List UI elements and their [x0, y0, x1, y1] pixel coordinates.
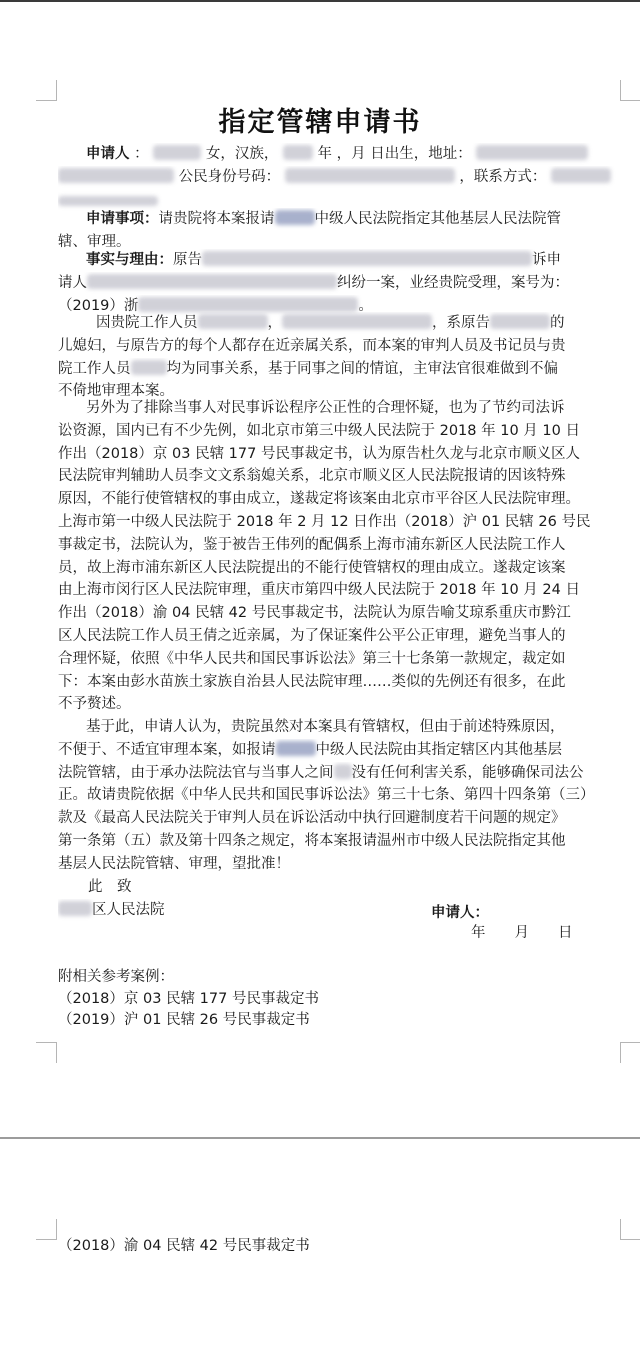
signature-label: 申请人： — [431, 905, 489, 921]
closing-ci: 此 致 — [88, 879, 132, 895]
attachment-item: （2018）京 03 民辖 177 号民事裁定书 — [58, 991, 319, 1007]
redacted-plaintiff-name — [490, 314, 550, 329]
redacted-year — [283, 145, 313, 160]
document-page-1[interactable] — [0, 2, 640, 1137]
redacted-staff — [198, 314, 268, 329]
attachments-label: 附相关参考案例： — [58, 969, 174, 985]
applicant-label: 申请人 — [86, 146, 130, 162]
margin-mark-bottom-right — [620, 1042, 640, 1063]
redacted-case-cause — [87, 274, 337, 289]
redacted-plaintiff — [202, 251, 532, 266]
margin-mark-top-left — [36, 80, 57, 101]
relation-paragraph: 因贵院工作人员 ， ，系原告 的 儿媳妇，与原告方的每个人都存在近亲属关系，而本案的审判人员及书记员与贵 院工作人员 均为同事关系，基于同事之间的情谊，主审法官很难做到不偏 不倚地审理本案。 — [58, 315, 566, 400]
redacted-court-2 — [276, 741, 316, 756]
margin-mark-top-right — [620, 80, 640, 101]
applicant-section: 申请人 ： 女，汉族， 年 ，月 日出生，地址： 公民身份号码： ，联系方式： — [58, 143, 628, 211]
redacted-name — [153, 145, 201, 160]
redacted-fragment — [58, 196, 158, 206]
margin-mark-top-right — [620, 1219, 640, 1240]
redacted-id-number — [285, 168, 455, 183]
precedent-paragraph: 另外为了排除当事人对民事诉讼程序公正性的合理怀疑，也为了节约司法诉 讼资源，国内已有不少先例，如北京市第三中级人民法院于 2018 年 10 月 10 日 作出（2018）京 03 民辖 177 号民事裁定书，认为原告杜久龙与北京市顺义区人 民法院审判辅助人员李文文系翁媳关系，北京市顺义区人民法院报请的因该特殊 原因，不能行使管辖权的事由成立，遂裁定将该案由北京市平谷区人民法院审理。 上海市第一中级人民法院于 2018 年 2 月 12 日作出（2018）沪 01 民辖 26 号民 事裁定书，法院认为，鉴于被告王伟列的配偶系上海市浦东新区人民法院工作人 员，故上海市浦东新区人民法院提出的不能行使管辖权的理由成立。遂裁定该案 由上海市闵行区人民法院审理，重庆市第四中级人民法院于 2018 年 10 月 24 日 作出（2018）渝 04 民辖 42 号民事裁定书，法院认为原告喻艾琼系重庆市黔江 区人民法院工作人员王倩之近亲属，为了保证案件公平公正审理，避免当事人的 合理怀疑，依照《中华人民共和国民事诉讼法》第三十七条第一款规定，裁定如 下：本案由彭水苗族土家族自治县人民法院审理……类似的先例还有很多，在此 不予赘述。 — [58, 400, 591, 713]
redacted-district — [58, 901, 92, 916]
request-label: 申请事项 — [86, 211, 144, 227]
facts-section: 事实与理由：原告 诉申 请人 纠纷一案，业经贵院受理，案号为： （2019）浙 。 — [58, 252, 569, 314]
facts-label: 事实与理由： — [86, 252, 173, 268]
redacted-phone — [551, 168, 611, 183]
signature-date: 年 月 日 — [471, 925, 573, 941]
redacted-address — [476, 145, 588, 160]
redacted-staff-short — [131, 360, 167, 375]
margin-mark-bottom-left — [36, 1042, 57, 1063]
redacted-court — [275, 210, 315, 225]
closing-section — [58, 876, 628, 922]
attachment-item: （2018）渝 04 民辖 42 号民事裁定书 — [58, 1238, 310, 1254]
closing-court: 区人民法院 — [92, 901, 165, 918]
document-page-2[interactable] — [0, 1139, 640, 1368]
conclusion-paragraph: 基于此，申请人认为，贵院虽然对本案具有管辖权，但由于前述特殊原因， 不便于、不适宜审理本案，如报请 中级人民法院由其指定辖区内其他基层 法院管辖，由于承办法院法官与当事人之间 没有任何利害关系，能够确保司法公 正。故请贵院依据《中华人民共和国民事诉讼法》第三十七条、第四十四条第（三） 款及《最高人民法院关于审判人员在诉讼活动中执行回避制度若干问题的规定》 第一条第（五）款及第十四条之规定，将本案报请温州市中级人民法院指定其他 基层人民法院管辖、审理，望批准！ — [58, 719, 595, 872]
document-title: 指定管辖申请书 — [218, 107, 422, 138]
redacted-staff-detail — [282, 314, 432, 329]
redacted-address-cont — [58, 168, 174, 183]
margin-mark-top-left — [36, 1219, 57, 1240]
request-section: 申请事项：请贵院将本案报请 中级人民法院指定其他基层人民法院管 辖、审理。 — [58, 211, 561, 250]
redacted-case-number — [138, 297, 358, 312]
attachment-item: （2019）沪 01 民辖 26 号民事裁定书 — [58, 1012, 310, 1028]
redacted-char — [334, 764, 352, 779]
